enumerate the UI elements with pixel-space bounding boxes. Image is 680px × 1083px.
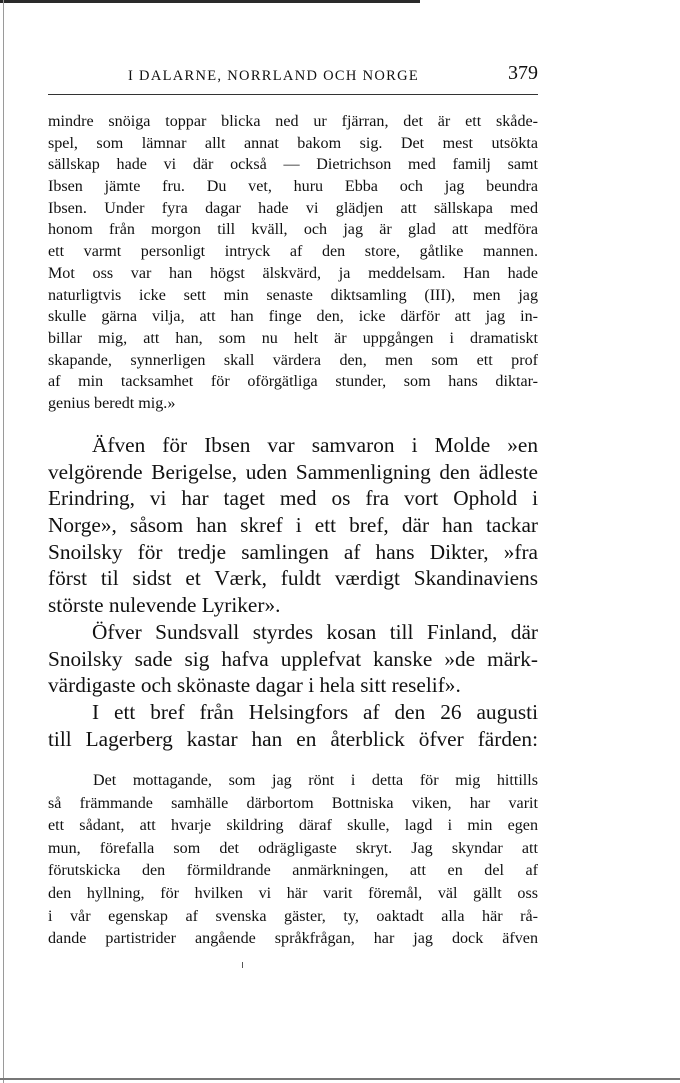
paragraph-line: Äfven för Ibsen var samvaron i Molde »en — [92, 433, 538, 457]
text-line: mindre snöiga toppar blicka ned ur fjärran, det är ett skåde- — [48, 113, 538, 130]
quote-letter-2 — [48, 770, 538, 951]
text-line: dande partistrider angående språkfrågan, har jag dock äfven — [48, 930, 538, 948]
paragraph-line: värdigaste och skönaste dagar i hela sitt reselif». — [48, 673, 461, 698]
quote-letter-1 — [48, 111, 538, 415]
text-line: sällskap hade vi där också — Dietrichson med familj samt — [48, 156, 538, 174]
text-line: honom från morgon till kväll, och jag är glad att medföra — [48, 221, 538, 239]
paragraph-line: till Lagerberg kastar han en återblick öfver färden: — [48, 726, 538, 751]
text-line: ett sådant, att hvarje skildring däraf skulle, lagd i min egen — [48, 817, 538, 835]
scan-edge-left — [3, 0, 4, 1083]
paragraph-line: Snoilsky sade sig hafva upplefvat kanske »de märk- — [48, 646, 538, 671]
page-number: 379 — [508, 62, 538, 84]
text-line: ett varmt personligt intryck af den store, gåtlike mannen. — [48, 243, 538, 261]
text-line: billar mig, att han, som nu helt är uppgången i dramatiskt — [48, 329, 538, 347]
text-line: spel, som lämnar allt annat bakom sig. Det mest utsökta — [48, 134, 538, 152]
text-line: förutskicka den förmildrande anmärkningen, att en del af — [48, 862, 538, 880]
text-line: Det mottagande, som jag rönt i detta för mig hittills — [93, 772, 538, 789]
text-line: den hyllning, för hvilken vi här varit föremål, väl gällt oss — [48, 884, 538, 902]
paragraph-line: först til sidst et Værk, fuldt værdigt Skandinaviens — [48, 566, 538, 591]
running-head — [48, 62, 538, 90]
text-line: skulle gärna vilja, att han finge den, icke därför att jag in- — [48, 308, 538, 326]
paragraph-line: Erindring, vi har taget med os fra vort Ophold i — [48, 486, 538, 511]
text-line: naturligtvis icke sett min senaste diktsamling (III), men jag — [48, 286, 538, 304]
stray-ink-mark — [242, 962, 243, 968]
text-line: i vår egenskap af svenska gäster, ty, oaktadt alla här rå- — [48, 907, 538, 925]
text-line: mun, förefalla som det odrägligaste skryt. Jag skyndar att — [48, 839, 538, 857]
body-text — [48, 432, 538, 752]
text-line: skapande, synnerligen skall värdera den, men som ett prof — [48, 351, 538, 369]
scan-edge-bottom — [0, 1078, 680, 1080]
running-head-title: I DALARNE, NORRLAND OCH NORGE — [128, 68, 420, 84]
paragraph-line: Snoilsky för tredje samlingen af hans Dikter, »fra — [48, 539, 538, 564]
text-line: af min tacksamhet för oförgätliga stunder, som hans diktar- — [48, 373, 538, 391]
scan-edge-top — [0, 0, 420, 3]
paragraph-line: störste nulevende Lyriker». — [48, 593, 281, 618]
text-line: Ibsen. Under fyra dagar hade vi glädjen att sällskapa med — [48, 199, 538, 217]
text-line: genius beredt mig.» — [48, 394, 176, 412]
paragraph-line: I ett bref från Helsingfors af den 26 augusti — [92, 699, 538, 724]
paragraph-line: Öfver Sundsvall styrdes kosan till Finland, där — [92, 619, 538, 644]
text-line: Mot oss var han högst älskvärd, ja meddelsam. Han hade — [48, 264, 538, 282]
text-line: så främmande samhälle därbortom Bottniska viken, har varit — [48, 794, 538, 812]
header-rule — [48, 94, 538, 95]
paragraph-line: velgörende Berigelse, uden Sammenligning den ädleste — [48, 459, 538, 484]
text-line: Ibsen jämte fru. Du vet, huru Ebba och jag beundra — [48, 178, 538, 196]
paragraph-line: Norge», såsom han skref i ett bref, där han tackar — [48, 513, 538, 538]
